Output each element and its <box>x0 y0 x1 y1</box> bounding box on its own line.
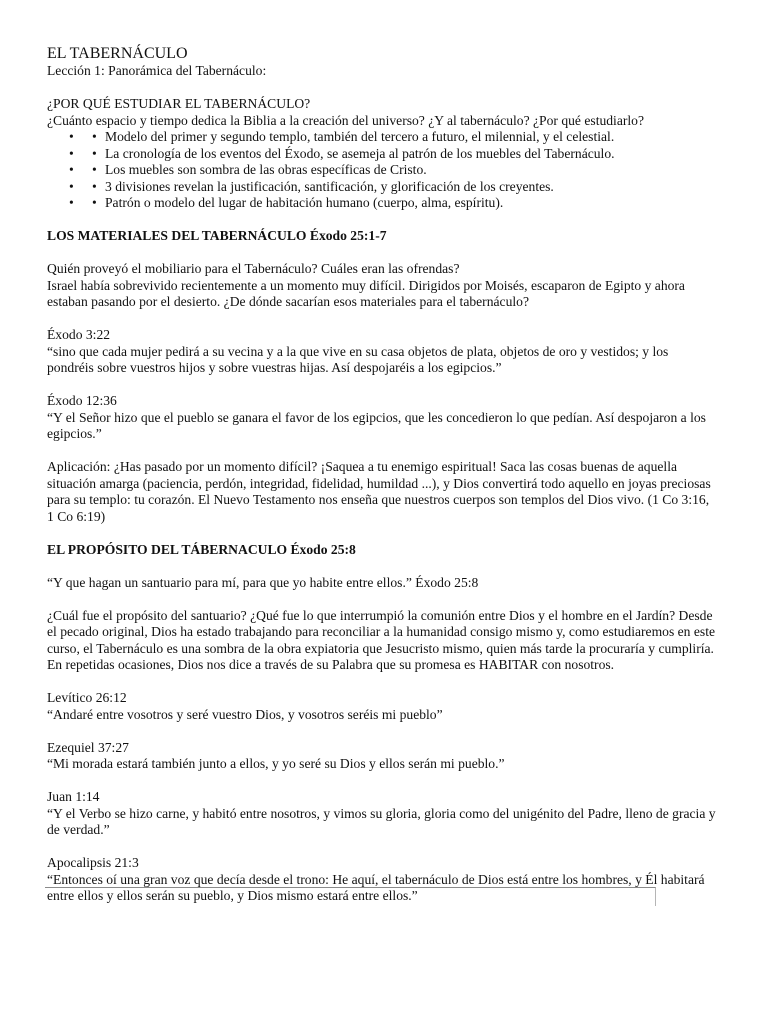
document-body <box>47 44 717 905</box>
verse-text: “Andaré entre vosotros y seré vuestro Dios, y vosotros seréis mi pueblo” <box>47 706 443 722</box>
lesson-subtitle: Lección 1: Panorámica del Tabernáculo: <box>47 63 267 78</box>
spacer <box>47 377 717 394</box>
verse-text: “Y el Señor hizo que el pueblo se ganara el favor de los egipcios, que les concedieron lo que pedían. Así despojaron a los egipcios.” <box>47 409 706 441</box>
verse-reference: Éxodo 12:36 <box>47 393 117 408</box>
list-item <box>47 179 717 196</box>
spacer <box>47 591 717 608</box>
spacer <box>47 558 717 575</box>
section-materials-heading: LOS MATERIALES DEL TABERNÁCULO Éxodo 25:1-7 <box>47 228 387 243</box>
spacer <box>47 311 717 328</box>
list-item-text: Patrón o modelo del lugar de habitación humano (cuerpo, alma, espíritu). <box>105 195 504 210</box>
bullet-marker: • <box>92 145 97 161</box>
section-why-heading: ¿POR QUÉ ESTUDIAR EL TABERNÁCULO? <box>47 96 311 111</box>
spacer <box>47 443 717 460</box>
bullet-marker: • <box>92 162 97 177</box>
bullet-marker: • <box>92 178 97 194</box>
spacer <box>47 839 717 856</box>
spacer <box>47 212 717 229</box>
spacer <box>47 80 717 97</box>
application-paragraph: Aplicación: ¿Has pasado por un momento difícil? ¡Saquea a tu enemigo espiritual! Saca las cosas buenas de aquella situación amarga (paciencia, perdón, integridad, fidelidad, humildad ...), y Dios convertirá todo aquello en joyas preciosas para su templo: tu corazón. El Nuevo Testamento nos enseña que nuestros cuerpos son templos del Dios vivo. (1 Co 3:16, 1 Co 6:19) <box>47 459 711 524</box>
verse-reference: Éxodo 3:22 <box>47 327 111 342</box>
list-item <box>47 146 717 163</box>
reasons-list <box>47 129 717 212</box>
list-item-text: 3 divisiones revelan la justificación, santificación, y glorificación de los creyentes. <box>105 178 554 194</box>
verse-reference: Juan 1:14 <box>47 789 100 804</box>
page-footer-divider <box>45 887 656 906</box>
bullet-marker: • <box>92 195 97 210</box>
purpose-paragraph: ¿Cuál fue el propósito del santuario? ¿Qué fue lo que interrumpió la comunión entre Dios y el hombre en el Jardín? Desde el pecado original, Dios ha estado trabajando para reconciliar a la humanidad consigo mismo y, como estudiaremos en este curso, el Tabernáculo es una sombra de la obra expiatoria que Jesucristo mismo, quien más tarde la procuraría y cumpliría. En repetidas ocasiones, Dios nos dice a través de su Palabra que su promesa es HABITAR con nosotros. <box>47 607 716 672</box>
list-item <box>47 195 717 212</box>
purpose-quote: “Y que hagan un santuario para mí, para que yo habite entre ellos.” Éxodo 25:8 <box>47 574 479 590</box>
verse-text: “Mi morada estará también junto a ellos, y yo seré su Dios y ellos serán mi pueblo.” <box>47 756 505 771</box>
spacer <box>47 723 717 740</box>
list-item <box>47 129 717 146</box>
materials-question: Quién proveyó el mobiliario para el Tabernáculo? Cuáles eran las ofrendas? <box>47 261 460 276</box>
bullet-marker: • <box>69 129 74 144</box>
bullet-marker: • <box>69 178 74 194</box>
verse-text: “sino que cada mujer pedirá a su vecina y a la que vive en su casa objetos de plata, objetos de oro y vestidos; y los pondréis sobre vuestros hijos y sobre vuestras hijas. Así despojaréis a los egipcios.” <box>47 343 669 375</box>
section-purpose-heading: EL PROPÓSITO DEL TÁBERNACULO Éxodo 25:8 <box>47 541 356 557</box>
verse-reference: Levítico 26:12 <box>47 690 127 705</box>
spacer <box>47 525 717 542</box>
bullet-marker: • <box>69 195 74 210</box>
list-item <box>47 162 717 179</box>
verse-reference: Apocalipsis 21:3 <box>47 855 139 870</box>
section-why-question: ¿Cuánto espacio y tiempo dedica la Biblia a la creación del universo? ¿Y al tabernáculo? ¿Por qué estudiarlo? <box>47 112 645 128</box>
list-item-text: Los muebles son sombra de las obras específicas de Cristo. <box>105 162 427 177</box>
bullet-marker: • <box>69 145 74 161</box>
list-item-text: Modelo del primer y segundo templo, también del tercero a futuro, el milennial, y el celestial. <box>105 129 615 144</box>
bullet-marker: • <box>69 162 74 177</box>
spacer <box>47 773 717 790</box>
verse-reference: Ezequiel 37:27 <box>47 739 129 755</box>
list-item-text: La cronología de los eventos del Éxodo, se asemeja al patrón de los muebles del Tabernáculo. <box>105 145 615 161</box>
verse-text: “Y el Verbo se hizo carne, y habitó entre nosotros, y vimos su gloria, gloria como del unigénito del Padre, lleno de gracia y de verdad.” <box>47 805 716 837</box>
spacer <box>47 674 717 691</box>
spacer <box>47 245 717 262</box>
materials-context: Israel había sobrevivido recientemente a un momento muy difícil. Dirigidos por Moisés, escaparon de Egipto y ahora estaban pasando por el desierto. ¿De dónde sacarían esos materiales para el tabernáculo? <box>47 277 685 309</box>
document-title: EL TABERNÁCULO <box>47 45 188 62</box>
bullet-marker: • <box>92 129 97 144</box>
verse-text: “Entonces oí una gran voz que decía desde el trono: He aquí, el tabernáculo de Dios está entre los hombres, y Él habitará entre ellos y ellos serán su pueblo, y Dios mismo estará entre ellos.” <box>47 871 705 903</box>
